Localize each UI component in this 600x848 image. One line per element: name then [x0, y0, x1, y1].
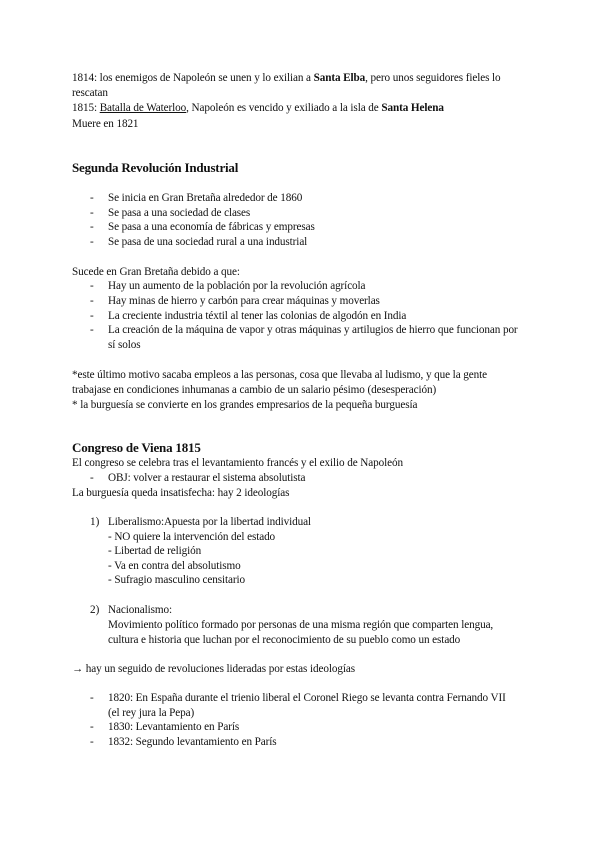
bullet-dash: - — [90, 692, 94, 704]
revolution-item: 1832: Segundo levantamiento en París — [108, 736, 277, 748]
liberalismo-point: - NO quiere la intervención del estado — [108, 531, 276, 543]
bullet-dash: - — [90, 310, 94, 322]
bullet-dash: - — [90, 736, 94, 748]
nacionalismo-desc: cultura e historia que luchan por el reconocimiento de su pueblo como un estado — [108, 634, 461, 646]
bold-place: Santa Elba — [313, 72, 366, 84]
napoleon-line-1815 — [72, 101, 444, 115]
list-item: Se pasa a una economía de fábricas y empresas — [108, 221, 315, 233]
viena-intro: El congreso se celebra tras el levantamiento francés y el exilio de Napoleón — [72, 457, 403, 469]
list-item: Se inicia en Gran Bretaña alrededor de 1860 — [108, 192, 303, 204]
heading-viena: Congreso de Viena 1815 — [72, 440, 201, 455]
note-burguesia: * la burguesía se convierte en los grandes empresarios de la pequeña burguesía — [72, 399, 418, 411]
liberalismo-point: - Libertad de religión — [108, 545, 202, 557]
text-run: , Napoleón es vencido y exiliado a la isla de — [186, 102, 382, 114]
napoleon-line-1814 — [72, 71, 501, 85]
note-ludismo-2: trabajase en condiciones inhumanas a cambio de un salario pésimo (desesperación) — [72, 384, 437, 396]
heading-industrial: Segunda Revolución Industrial — [72, 160, 239, 175]
bullet-dash: - — [90, 221, 94, 233]
nacionalismo-desc: Movimiento político formado por personas de una misma región que comparten lengua, — [108, 619, 494, 631]
revolution-item-continuation: (el rey jura la Pepa) — [108, 707, 195, 719]
list-item: La creación de la máquina de vapor y otras máquinas y artilugios de hierro que funcionan por — [108, 324, 518, 336]
list-number: 2) — [90, 604, 100, 616]
cause-intro: Sucede en Gran Bretaña debido a que: — [72, 266, 240, 278]
bold-place: Santa Helena — [381, 102, 444, 114]
list-item-continuation: sí solos — [108, 339, 141, 351]
list-number: 1) — [90, 516, 100, 528]
viena-burguesia: La burguesía queda insatisfecha: hay 2 ideologías — [72, 487, 290, 499]
list-item: Se pasa de una sociedad rural a una industrial — [108, 236, 308, 248]
ideology-title-liberalismo: Liberalismo:Apuesta por la libertad individual — [108, 516, 311, 528]
text-run: 1815: — [72, 102, 100, 114]
list-item: La creciente industria téxtil al tener las colonias de algodón en India — [108, 310, 407, 322]
text-run: , pero unos seguidores fieles lo — [365, 72, 501, 84]
bullet-dash: - — [90, 280, 94, 292]
revolutions-intro: → hay un seguido de revoluciones lideradas por estas ideologías — [72, 663, 355, 675]
text-run: 1814: los enemigos de Napoleón se unen y lo exilian a — [72, 72, 314, 84]
bullet-dash: - — [90, 192, 94, 204]
viena-obj: OBJ: volver a restaurar el sistema absolutista — [108, 472, 306, 484]
bullet-dash: - — [90, 207, 94, 219]
revolution-item: 1820: En España durante el trienio liberal el Coronel Riego se levanta contra Fernando VII — [108, 692, 506, 704]
underlined-battle: Batalla de Waterloo — [99, 102, 187, 114]
bullet-dash: - — [90, 472, 94, 484]
note-ludismo-1: *este último motivo sacaba empleos a las personas, cosa que llevaba al ludismo, y que la gente — [72, 369, 487, 381]
list-item: Hay minas de hierro y carbón para crear máquinas y moverlas — [108, 295, 380, 307]
napoleon-line-muere: Muere en 1821 — [72, 118, 139, 130]
bullet-dash: - — [90, 721, 94, 733]
bullet-dash: - — [90, 295, 94, 307]
napoleon-line-rescatan: rescatan — [72, 87, 108, 99]
revolution-item: 1830: Levantamiento en París — [108, 721, 240, 733]
liberalismo-point: - Sufragio masculino censitario — [108, 574, 246, 586]
bullet-dash: - — [90, 236, 94, 248]
liberalismo-point: - Va en contra del absolutismo — [108, 560, 241, 572]
bullet-dash: - — [90, 324, 94, 336]
list-item: Se pasa a una sociedad de clases — [108, 207, 251, 219]
ideology-title-nacionalismo: Nacionalismo: — [108, 604, 172, 616]
list-item: Hay un aumento de la población por la revolución agrícola — [108, 280, 366, 292]
